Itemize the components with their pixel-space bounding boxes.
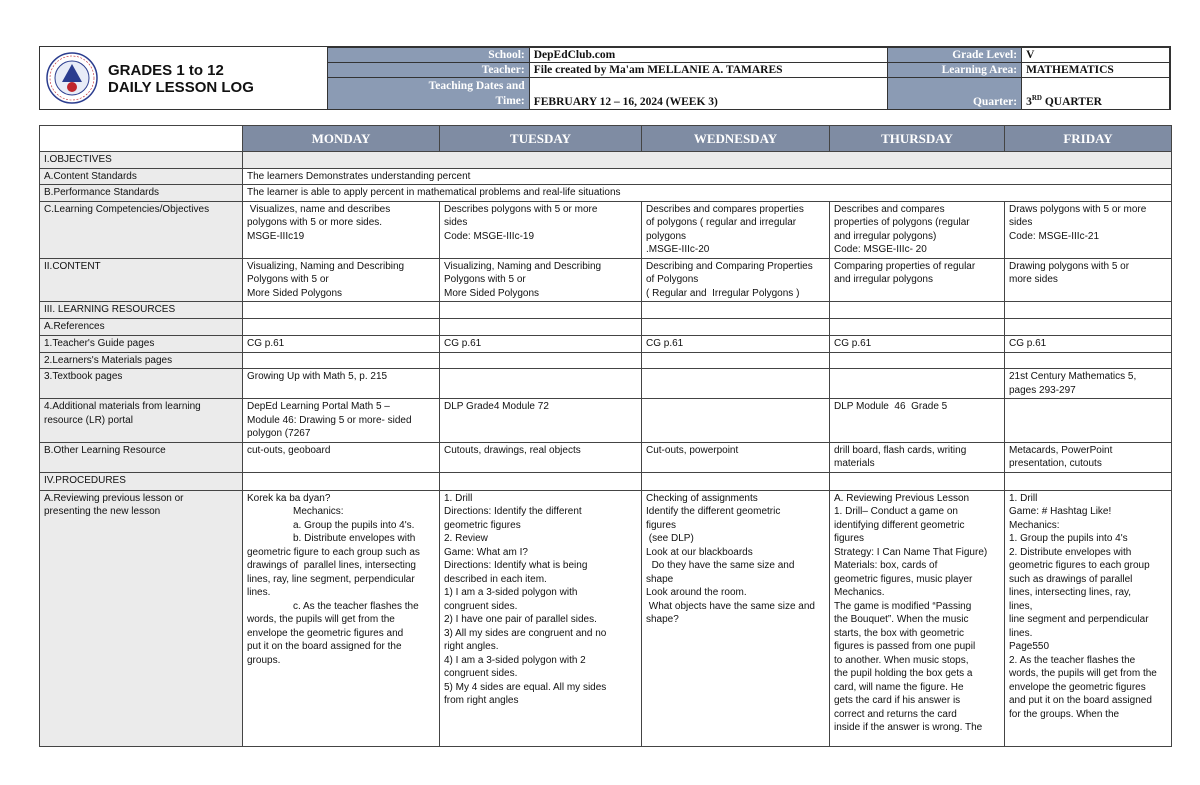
performance-standards-row	[40, 185, 1172, 202]
review-monday	[243, 490, 440, 746]
objectives-section-row	[40, 152, 1172, 169]
competencies-row	[40, 201, 1172, 258]
quarter-number: 3	[1026, 96, 1032, 108]
content-standards-row	[40, 168, 1172, 185]
learners-materials-label: 2.Learners's Materials pages	[40, 352, 243, 369]
competency-thursday: Describes and compares properties of polygons (regular and irregular polygons) Code: MSGE-IIIc- 20	[830, 201, 1005, 258]
review-monday-line7: words, the pupils will get from the envelope the geometric figures and put it on the board assigned for the groups.	[247, 614, 404, 666]
quarter-suffix: RD	[1031, 94, 1042, 103]
content-friday: Drawing polygons with 5 or more sides	[1005, 258, 1172, 302]
other-wednesday: Cut-outs, powerpoint	[642, 442, 830, 472]
other-thursday: drill board, flash cards, writing materials	[830, 442, 1005, 472]
lr-thursday: DLP Module 46 Grade 5	[830, 399, 1005, 443]
tb-tuesday	[440, 369, 642, 399]
learning-area-value: MATHEMATICS	[1022, 63, 1170, 78]
corner-cell	[40, 126, 243, 152]
teacher-value: File created by Ma'am MELLANIE A. TAMARES	[529, 63, 888, 78]
competency-wednesday: Describes and compares properties of polygons ( regular and irregular polygons .MSGE-IIIc-20	[642, 201, 830, 258]
content-wednesday: Describing and Comparing Properties of Polygons ( Regular and Irregular Polygons )	[642, 258, 830, 302]
header-title-block	[40, 47, 328, 109]
day-monday: MONDAY	[243, 126, 440, 152]
tg-tuesday: CG p.61	[440, 336, 642, 353]
lr-wednesday	[642, 399, 830, 443]
tg-thursday: CG p.61	[830, 336, 1005, 353]
resources-row	[40, 302, 1172, 319]
school-label: School:	[328, 48, 530, 63]
tg-friday: CG p.61	[1005, 336, 1172, 353]
other-resources-row	[40, 442, 1172, 472]
references-row	[40, 319, 1172, 336]
performance-standards-label: B.Performance Standards	[40, 185, 243, 202]
review-lesson-row	[40, 490, 1172, 746]
tg-wednesday: CG p.61	[642, 336, 830, 353]
teachers-guide-label: 1.Teacher's Guide pages	[40, 336, 243, 353]
other-tuesday: Cutouts, drawings, real objects	[440, 442, 642, 472]
tb-monday: Growing Up with Math 5, p. 215	[243, 369, 440, 399]
teaching-dates-label	[328, 78, 530, 110]
lr-monday: DepEd Learning Portal Math 5 – Module 46: Drawing 5 or more- sided polygon (7267	[243, 399, 440, 443]
quarter-value	[1022, 78, 1170, 110]
objectives-fill	[243, 152, 1172, 169]
procedures-label: IV.PROCEDURES	[40, 472, 243, 490]
performance-standards-value: The learner is able to apply percent in mathematical problems and real-life situations	[243, 185, 1172, 202]
teaching-dates-label-line2: Time:	[495, 94, 525, 107]
lesson-plan-table	[39, 125, 1172, 747]
teacher-label: Teacher:	[328, 63, 530, 78]
objectives-heading: I.OBJECTIVES	[40, 152, 243, 169]
procedures-row	[40, 472, 1172, 490]
lr-tuesday: DLP Grade4 Module 72	[440, 399, 642, 443]
review-friday: 1. Drill Game: # Hashtag Like! Mechanics: 1. Group the pupils into 4's 2. Distribute envelopes with geometric figures to each group such as drawings of parallel lines, intersecting lines, ray, lines, line segment and perpendicular lines. Page550 2. As the teacher flashes the words, the pupils will get from the envelope the geometric figures and put it on the board assigned for the groups. When the	[1005, 490, 1172, 746]
references-label: A.References	[40, 319, 243, 336]
review-wednesday: Checking of assignments Identify the different geometric figures (see DLP) Look at our blackboards Do they have the same size and shape Look around the room. What objects have the same size and shape?	[642, 490, 830, 746]
day-tuesday: TUESDAY	[440, 126, 642, 152]
day-friday: FRIDAY	[1005, 126, 1172, 152]
other-friday: Metacards, PowerPoint presentation, cutouts	[1005, 442, 1172, 472]
review-monday-line6: c. As the teacher flashes the	[293, 600, 419, 612]
content-monday: Visualizing, Naming and Describing Polygons with 5 or More Sided Polygons	[243, 258, 440, 302]
other-resources-label: B.Other Learning Resource	[40, 442, 243, 472]
content-standards-label: A.Content Standards	[40, 168, 243, 185]
other-monday: cut-outs, geoboard	[243, 442, 440, 472]
content-row	[40, 258, 1172, 302]
days-header-row	[40, 126, 1172, 152]
lesson-log-header	[39, 46, 1171, 110]
lr-friday	[1005, 399, 1172, 443]
grade-level-value: V	[1022, 48, 1170, 63]
review-tuesday: 1. Drill Directions: Identify the different geometric figures 2. Review Game: What am I? Directions: Identify what is being described in each item. 1) I am a 3-sided polygon with congruent sides. 2) I have one pair of parallel sides. 3) All my sides are congruent and no right angles. 4) I am a 3-sided polygon with 2 congruent sides. 5) My 4 sides are equal. All my sides from right angles	[440, 490, 642, 746]
content-tuesday: Visualizing, Naming and Describing Polygons with 5 or More Sided Polygons	[440, 258, 642, 302]
tb-friday: 21st Century Mathematics 5, pages 293-297	[1005, 369, 1172, 399]
document-title	[108, 62, 254, 96]
title-line-1: GRADES 1 to 12	[108, 62, 224, 79]
resources-label: III. LEARNING RESOURCES	[40, 302, 243, 319]
review-monday-line1: Korek ka ba dyan?	[247, 492, 331, 504]
content-standards-value: The learners Demonstrates understanding percent	[243, 168, 1172, 185]
title-line-2: DAILY LESSON LOG	[108, 79, 254, 96]
learners-materials-row	[40, 352, 1172, 369]
teachers-guide-row	[40, 336, 1172, 353]
header-info-table	[327, 47, 1170, 110]
day-thursday: THURSDAY	[830, 126, 1005, 152]
competency-tuesday: Describes polygons with 5 or more sides Code: MSGE-IIIc-19	[440, 201, 642, 258]
quarter-label: Quarter:	[888, 78, 1022, 110]
review-monday-line3: a. Group the pupils into 4's.	[293, 519, 415, 531]
school-value: DepEdClub.com	[529, 48, 888, 63]
deped-seal-icon	[46, 52, 98, 104]
review-lesson-label: A.Reviewing previous lesson or presenting the new lesson	[40, 490, 243, 746]
lr-portal-row	[40, 399, 1172, 443]
review-monday-line5: geometric figure to each group such as drawings of parallel lines, intersecting lines, ray, line segment, perpendicular lines.	[247, 546, 420, 598]
review-thursday: A. Reviewing Previous Lesson 1. Drill– Conduct a game on identifying different geometric figures Strategy: I Can Name That Figure) Materials: box, cards of geometric figures, music player Mechanics. The game is modified “Passing the Bouquet”. When the music starts, the box with geometric figures is passed from one pupil to another. When music stops, the pupil holding the box gets a card, will name the figure. He gets the card if his answer is correct and returns the card inside if the answer is wrong. The	[830, 490, 1005, 746]
tg-monday: CG p.61	[243, 336, 440, 353]
review-monday-line4: b. Distribute envelopes with	[293, 533, 416, 544]
competency-friday: Draws polygons with 5 or more sides Code: MSGE-IIIc-21	[1005, 201, 1172, 258]
grade-level-label: Grade Level:	[888, 48, 1022, 63]
day-wednesday: WEDNESDAY	[642, 126, 830, 152]
quarter-word: QUARTER	[1041, 96, 1102, 108]
tb-wednesday	[642, 369, 830, 399]
competencies-label: C.Learning Competencies/Objectives	[40, 201, 243, 258]
tb-thursday	[830, 369, 1005, 399]
learning-area-label: Learning Area:	[888, 63, 1022, 78]
textbook-row	[40, 369, 1172, 399]
lr-portal-label: 4.Additional materials from learning resource (LR) portal	[40, 399, 243, 443]
content-thursday: Comparing properties of regular and irregular polygons	[830, 258, 1005, 302]
teaching-dates-value: FEBRUARY 12 – 16, 2024 (WEEK 3)	[529, 78, 888, 110]
review-monday-line2: Mechanics:	[293, 506, 344, 517]
competency-monday: Visualizes, name and describes polygons with 5 or more sides. MSGE-IIIc19	[243, 201, 440, 258]
teaching-dates-label-line1: Teaching Dates and	[428, 79, 525, 92]
content-label: II.CONTENT	[40, 258, 243, 302]
textbook-label: 3.Textbook pages	[40, 369, 243, 399]
